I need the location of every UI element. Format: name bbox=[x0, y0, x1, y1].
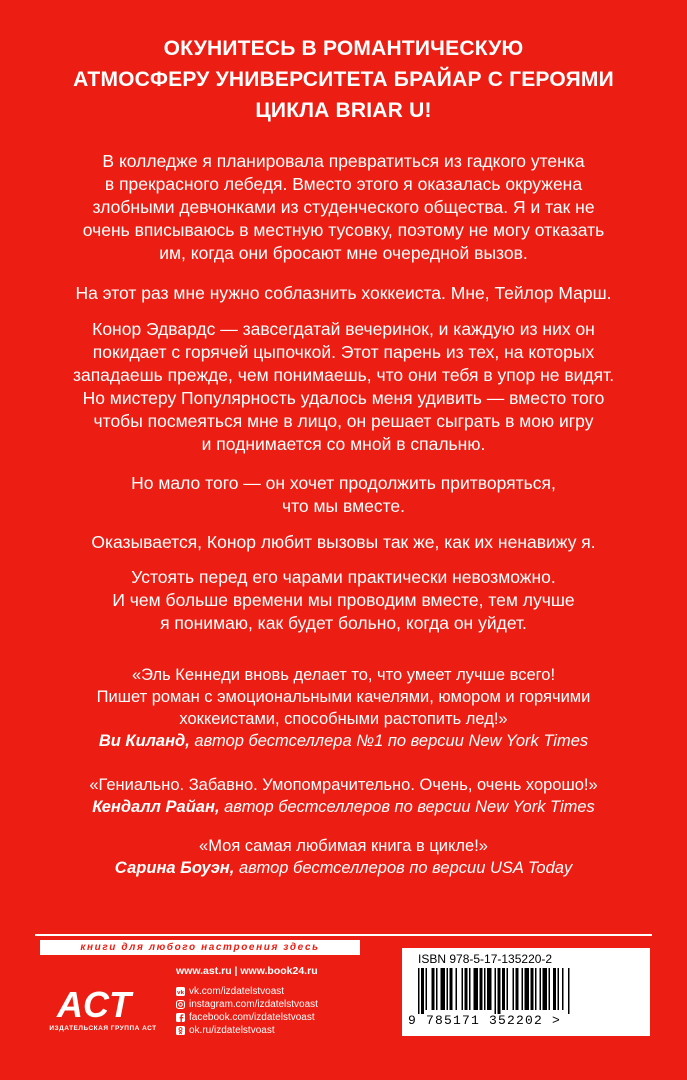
barcode-bar bbox=[558, 968, 560, 1010]
social-link-vk[interactable] bbox=[176, 985, 318, 998]
vk-icon bbox=[176, 987, 185, 996]
text-line: На этот раз мне нужно соблазнить хоккеиста. Мне, Тейлор Марш. bbox=[75, 283, 612, 303]
social-link-text: vk.com/izdatelstvoast bbox=[189, 986, 285, 997]
social-link-text: facebook.com/izdatelstvoast bbox=[189, 1012, 315, 1023]
text-line: что мы вместе. bbox=[281, 496, 406, 516]
facebook-icon bbox=[176, 1013, 185, 1022]
barcode-bar bbox=[495, 968, 497, 1014]
barcode-bar bbox=[441, 968, 446, 1010]
barcode-bar bbox=[531, 968, 534, 1010]
barcode-bar bbox=[543, 968, 548, 1010]
barcode-bar bbox=[540, 968, 542, 1010]
isbn-number: ISBN 978-5-17-135220-2 bbox=[418, 952, 553, 966]
text-line: чтобы посмеяться мне в лицо, он решает сыграть в мою игру bbox=[93, 411, 594, 431]
social-link-instagram[interactable] bbox=[176, 998, 318, 1011]
text-line: И чем больше времени мы проводим вместе, тем лучше bbox=[112, 590, 575, 610]
logo-lettering: ACT bbox=[57, 984, 131, 1025]
barcode-bar bbox=[447, 968, 449, 1010]
review-attribution bbox=[0, 730, 687, 752]
barcode-bar bbox=[502, 968, 505, 1010]
barcode-bar bbox=[421, 968, 424, 1014]
review-author: Сарина Боуэн, bbox=[114, 859, 235, 877]
ok-icon bbox=[176, 1026, 185, 1035]
barcode-icon bbox=[416, 968, 636, 1014]
barcode-bar bbox=[549, 968, 551, 1010]
barcode-bar bbox=[487, 968, 492, 1010]
social-link-ok[interactable] bbox=[176, 1024, 318, 1037]
barcode-digits: 9 785171 352202 > bbox=[408, 1013, 562, 1028]
barcode-bar bbox=[507, 968, 509, 1010]
barcode-bar bbox=[436, 968, 438, 1010]
review-line: «Эль Кеннеди вновь делает то, что умеет лучше всего! bbox=[131, 666, 556, 684]
heading-line: ОКУНИТЕСЬ В РОМАНТИЧЕСКУЮ bbox=[163, 37, 524, 60]
barcode-bar bbox=[562, 968, 564, 1010]
barcode-bar bbox=[474, 968, 479, 1010]
social-link-facebook[interactable] bbox=[176, 1011, 318, 1024]
text-line: я понимаю, как будет больно, когда он уйдет. bbox=[160, 613, 527, 633]
paragraph-1 bbox=[0, 150, 687, 265]
paragraph-2 bbox=[0, 282, 687, 305]
social-link-text: instagram.com/izdatelstvoast bbox=[189, 999, 318, 1010]
review-attribution bbox=[0, 796, 687, 818]
text-line: Но мистеру Популярность удалось меня удивить — вместо того bbox=[82, 388, 605, 408]
text-line: западаешь прежде, чем понимаешь, что они тебя в упор не видят. bbox=[72, 365, 615, 385]
paragraph-6 bbox=[0, 566, 687, 635]
footer-divider bbox=[35, 934, 652, 936]
review-2 bbox=[0, 774, 687, 818]
barcode-bar bbox=[535, 968, 537, 1010]
barcode-bar bbox=[426, 968, 428, 1010]
text-line: злобными девчонками из студенческого общества. Я и так не bbox=[92, 197, 595, 217]
barcode-bar bbox=[469, 968, 471, 1010]
review-credit: автор бестселлеров по версии New York Times bbox=[219, 798, 595, 816]
text-line: Но мало того — он хочет продолжить притворяться, bbox=[131, 473, 556, 493]
paragraph-4 bbox=[0, 472, 687, 518]
review-1 bbox=[0, 664, 687, 752]
text-line: и поднимается со мной в спальню. bbox=[201, 434, 486, 454]
publisher-websites[interactable]: www.ast.ru | www.book24.ru bbox=[176, 965, 318, 977]
text-line: Оказывается, Конор любит вызовы так же, как их ненавижу я. bbox=[91, 532, 596, 552]
text-line: очень вписываюсь в местную тусовку, поэтому не могу отказать bbox=[82, 220, 605, 240]
barcode-bar bbox=[484, 968, 486, 1010]
logo-caption: ИЗДАТЕЛЬСКАЯ ГРУППА АСТ bbox=[49, 1025, 157, 1032]
paragraph-5 bbox=[0, 531, 687, 554]
heading-line: АТМОСФЕРУ УНИВЕРСИТЕТА БРАЙАР С ГЕРОЯМИ bbox=[73, 68, 614, 91]
barcode-bar bbox=[513, 968, 515, 1010]
review-author: Ви Киланд, bbox=[98, 732, 190, 750]
barcode-bar bbox=[418, 968, 420, 1014]
review-3 bbox=[0, 835, 687, 879]
review-credit: автор бестселлеров по версии USA Today bbox=[234, 859, 573, 877]
text-line: покидает с горячей цыпочкой. Этот парень из тех, на которых bbox=[92, 342, 595, 362]
text-line: в прекрасного лебедя. Вместо этого я оказалась окружена bbox=[104, 174, 583, 194]
review-line: хоккеистами, способными растопить лед!» bbox=[179, 710, 508, 728]
review-credit: автор бестселлера №1 по версии New York Times bbox=[189, 732, 589, 750]
barcode-bar bbox=[462, 968, 464, 1010]
barcode-bar bbox=[568, 968, 570, 1014]
heading-line: ЦИКЛА BRIAR U! bbox=[255, 99, 432, 122]
text-line: В колледже я планировала превратиться из гадкого утенка bbox=[102, 151, 585, 171]
barcode-bar bbox=[525, 968, 530, 1010]
social-links bbox=[176, 985, 318, 1037]
barcode-bar bbox=[432, 968, 435, 1010]
barcode-bar bbox=[516, 968, 519, 1010]
barcode-bar bbox=[456, 968, 458, 1010]
isbn-barcode-box bbox=[402, 948, 650, 1036]
text-line: Конор Эдвардс — завсегдатай вечеринок, и каждую из них он bbox=[92, 319, 595, 339]
svg-text:vk: vk bbox=[176, 989, 185, 996]
cover-heading bbox=[0, 33, 687, 126]
barcode-bar bbox=[522, 968, 524, 1010]
barcode-bar bbox=[480, 968, 483, 1010]
barcode-bar bbox=[553, 968, 556, 1010]
social-link-text: ok.ru/izdatelstvoast bbox=[189, 1025, 275, 1036]
instagram-icon bbox=[176, 1000, 185, 1009]
barcode-bar bbox=[498, 968, 501, 1014]
review-line: Пишет роман с эмоциональными качелями, юмором и горячими bbox=[96, 688, 591, 706]
publisher-tagline: книги для любого настроения здесь bbox=[40, 940, 360, 955]
review-attribution bbox=[0, 857, 687, 879]
barcode-bar bbox=[465, 968, 468, 1010]
review-author: Кендалл Райан, bbox=[92, 798, 220, 816]
text-line: Устоять перед его чарами практически невозможно. bbox=[131, 567, 556, 587]
barcode-bar bbox=[450, 968, 453, 1010]
text-line: им, когда они бросают мне очередной вызов. bbox=[159, 243, 528, 263]
review-line: «Моя самая любимая книга в цикле!» bbox=[199, 837, 488, 855]
review-line: «Гениально. Забавно. Умопомрачительно. Очень, очень хорошо!» bbox=[89, 776, 598, 794]
paragraph-3 bbox=[0, 318, 687, 456]
